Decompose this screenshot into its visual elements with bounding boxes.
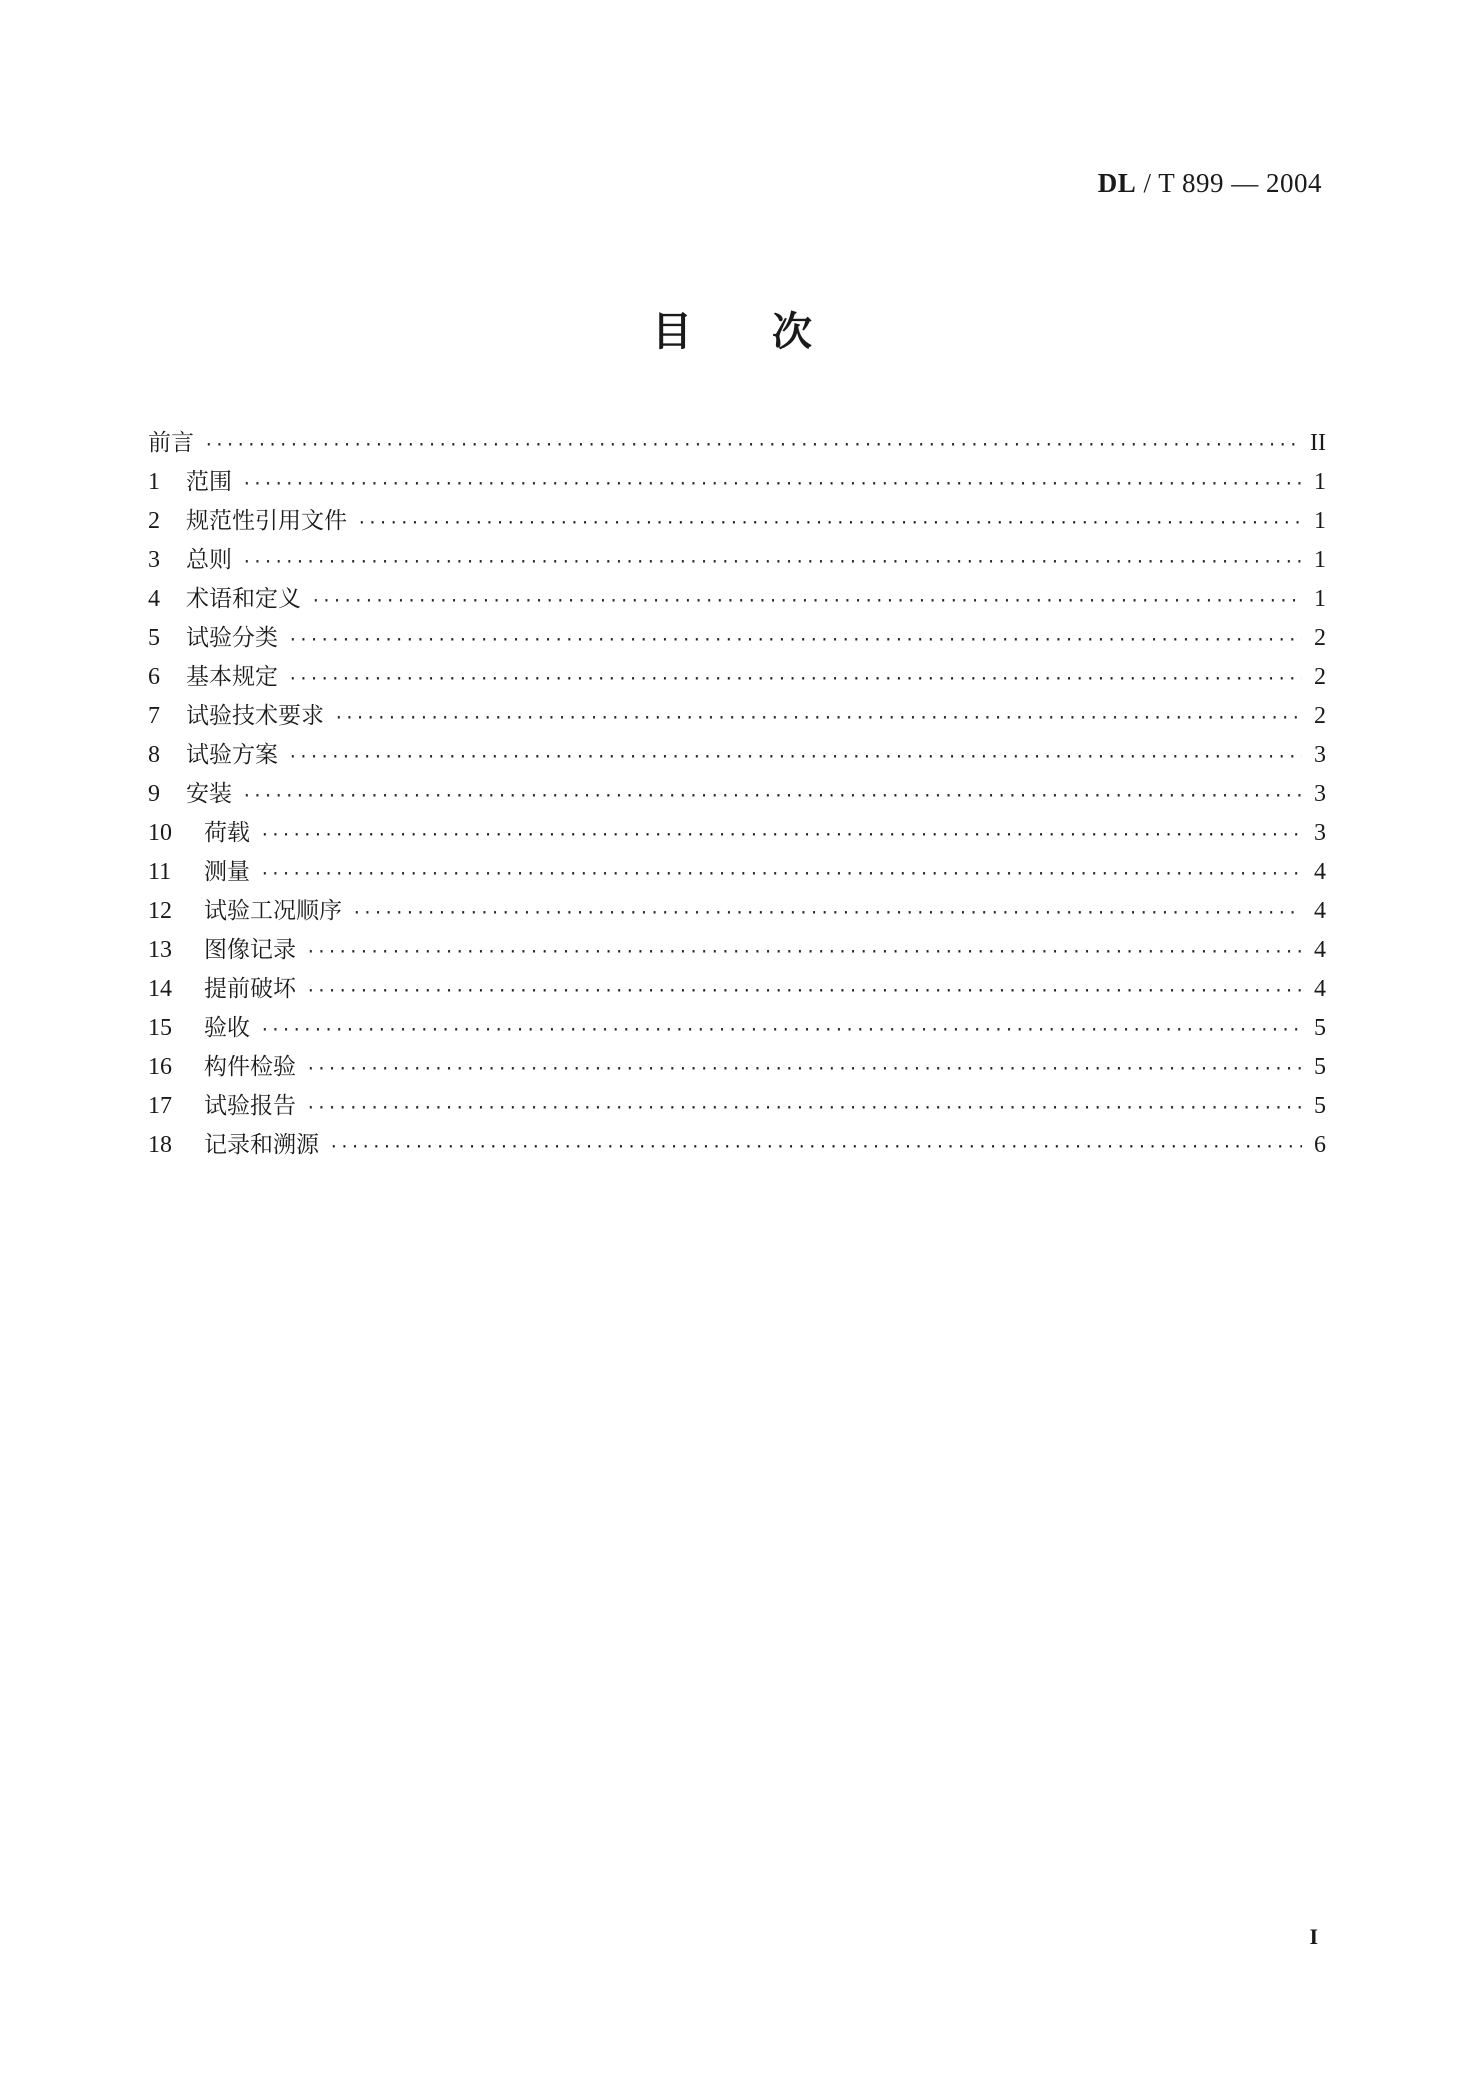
toc-dot-leader (334, 698, 1302, 737)
toc-dot-leader (204, 425, 1302, 464)
toc-entry-page: II (1310, 430, 1326, 456)
toc-entry-number: 8 (148, 742, 160, 768)
toc-dot-leader (288, 620, 1302, 659)
toc-entry-page: 3 (1314, 820, 1326, 846)
toc-entry-page: 5 (1314, 1054, 1326, 1080)
toc-entry-number: 7 (148, 703, 160, 729)
toc-entry[interactable] (148, 697, 1326, 736)
toc-entry[interactable] (148, 541, 1326, 580)
toc-entry-page: 5 (1314, 1093, 1326, 1119)
toc-entry[interactable] (148, 1126, 1326, 1165)
toc-entry-label: 记录和溯源 (204, 1132, 319, 1158)
toc-dot-leader (306, 1088, 1302, 1127)
standard-code-rest: / T 899 — 2004 (1136, 168, 1322, 198)
toc-entry-label: 规范性引用文件 (186, 508, 347, 534)
toc-entry[interactable] (148, 502, 1326, 541)
toc-dot-leader (306, 1049, 1302, 1088)
toc-entry-number: 13 (148, 937, 172, 963)
toc-entry-number: 16 (148, 1054, 172, 1080)
toc-entry[interactable] (148, 970, 1326, 1009)
toc-entry[interactable] (148, 658, 1326, 697)
toc-dot-leader (260, 854, 1302, 893)
toc-entry-page: 1 (1314, 547, 1326, 573)
toc-dot-leader (288, 737, 1302, 776)
toc-entry-page: 2 (1314, 625, 1326, 651)
toc-entry[interactable] (148, 424, 1326, 463)
toc-entry-label: 前言 (148, 430, 194, 456)
page-number: I (1309, 1924, 1318, 1949)
toc-entry-label: 试验报告 (204, 1093, 296, 1119)
toc-entry-number: 5 (148, 625, 160, 651)
toc-entry-label: 术语和定义 (186, 586, 301, 612)
toc-dot-leader (242, 542, 1302, 581)
toc-entry-label: 范围 (186, 469, 232, 495)
toc-entry-number: 18 (148, 1132, 172, 1158)
toc-entry-page: 2 (1314, 664, 1326, 690)
toc-dot-leader (288, 659, 1302, 698)
toc-entry[interactable] (148, 892, 1326, 931)
toc-entry-page: 3 (1314, 742, 1326, 768)
toc-entry[interactable] (148, 775, 1326, 814)
toc-entry-page: 1 (1314, 508, 1326, 534)
toc-entry[interactable] (148, 1009, 1326, 1048)
toc-entry-label: 试验工况顺序 (204, 898, 342, 924)
toc-dot-leader (352, 893, 1302, 932)
toc-entry[interactable] (148, 931, 1326, 970)
toc-entry-label: 构件检验 (204, 1054, 296, 1080)
page-title: 目次 (652, 308, 892, 355)
toc-entry[interactable] (148, 619, 1326, 658)
toc-entry-page: 6 (1314, 1132, 1326, 1158)
toc-entry[interactable] (148, 736, 1326, 775)
toc-dot-leader (242, 464, 1302, 503)
toc-entry-number: 1 (148, 469, 160, 495)
toc-entry-label: 安装 (186, 781, 232, 807)
toc-entry-label: 试验分类 (186, 625, 278, 651)
toc-entry-number: 2 (148, 508, 160, 534)
toc-dot-leader (260, 815, 1302, 854)
toc-entry-page: 1 (1314, 586, 1326, 612)
toc-entry-label: 图像记录 (204, 937, 296, 963)
toc-entry[interactable] (148, 463, 1326, 502)
toc-entry-page: 4 (1314, 859, 1326, 885)
toc-dot-leader (329, 1127, 1302, 1166)
toc-entry[interactable] (148, 1048, 1326, 1087)
toc-entry-page: 4 (1314, 898, 1326, 924)
toc-dot-leader (311, 581, 1302, 620)
toc-entry-page: 4 (1314, 976, 1326, 1002)
toc-entry-label: 测量 (204, 859, 250, 885)
toc-entry-number: 4 (148, 586, 160, 612)
standard-code-prefix: DL (1097, 168, 1137, 198)
toc-entry-label: 总则 (186, 547, 232, 573)
toc-dot-leader (306, 932, 1302, 971)
toc-entry-page: 1 (1314, 469, 1326, 495)
toc-entry-number: 9 (148, 781, 160, 807)
toc-entry-page: 5 (1314, 1015, 1326, 1041)
toc-entry-label: 提前破坏 (204, 976, 296, 1002)
toc-dot-leader (306, 971, 1302, 1010)
toc-entry-number: 17 (148, 1093, 172, 1119)
toc-entry-number: 6 (148, 664, 160, 690)
toc-entry-number: 11 (148, 859, 172, 885)
toc-dot-leader (242, 776, 1302, 815)
toc-entry-number: 12 (148, 898, 172, 924)
toc-entry-label: 试验技术要求 (186, 703, 324, 729)
toc-dot-leader (357, 503, 1302, 542)
standard-code (1098, 168, 1322, 199)
toc-entry-label: 验收 (204, 1015, 250, 1041)
toc-entry[interactable] (148, 814, 1326, 853)
toc-dot-leader (260, 1010, 1302, 1049)
toc-entry-number: 15 (148, 1015, 172, 1041)
toc-entry-page: 3 (1314, 781, 1326, 807)
toc-entry-number: 3 (148, 547, 160, 573)
toc-entry-label: 荷载 (204, 820, 250, 846)
toc-entry-page: 4 (1314, 937, 1326, 963)
toc-entry[interactable] (148, 1087, 1326, 1126)
table-of-contents (148, 424, 1326, 1165)
toc-entry-number: 14 (148, 976, 172, 1002)
toc-entry-label: 试验方案 (186, 742, 278, 768)
toc-entry-label: 基本规定 (186, 664, 278, 690)
toc-entry[interactable] (148, 580, 1326, 619)
toc-entry[interactable] (148, 853, 1326, 892)
toc-entry-page: 2 (1314, 703, 1326, 729)
toc-entry-number: 10 (148, 820, 172, 846)
